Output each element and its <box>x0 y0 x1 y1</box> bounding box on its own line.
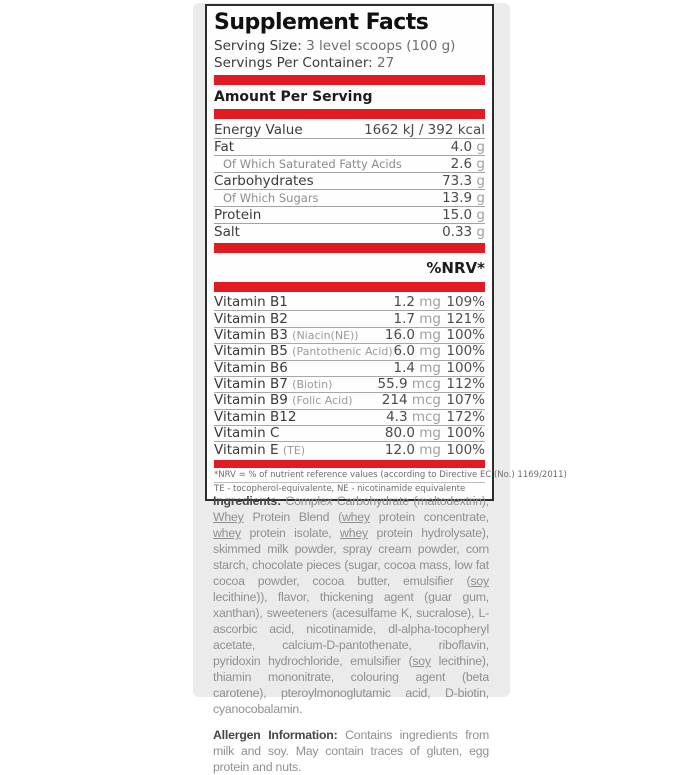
equivalents-footnote: TE - tocopherol-equivalente, NE - nicotinamide equivalente <box>214 483 466 494</box>
serving-size-label: Serving Size: <box>214 38 302 54</box>
vitamin-row-b9: Vitamin B9 (Folic Acid) 214 mcg 107% <box>214 392 485 409</box>
ingredients-label: Ingredients: <box>213 494 281 508</box>
nutrition-row-fat: Fat 4.0 g <box>214 139 485 155</box>
ingredients-paragraph <box>213 493 489 717</box>
footnotes <box>214 469 567 495</box>
vitamin-row-b7: Vitamin B7 (Biotin) 55.9 mcg 112% <box>214 376 485 393</box>
vitamin-row-b6: Vitamin B6 1.4 mg 100% <box>214 359 485 376</box>
red-divider-bar <box>214 75 485 85</box>
red-divider-bar <box>214 243 485 253</box>
supplement-facts-title: Supplement Facts <box>214 10 429 35</box>
vitamin-row-b3: Vitamin B3 (Niacin(NE)) 16.0 mg 100% <box>214 326 485 343</box>
allergen-label: Allergen Information: <box>213 728 338 742</box>
vitamin-row-c: Vitamin C 80.0 mg 100% <box>214 425 485 442</box>
vitamin-row-b2: Vitamin B2 1.7 mg 121% <box>214 310 485 327</box>
nutrition-row-sugars: Of Which Sugars 13.9 g <box>214 190 485 207</box>
servings-per-container-line <box>214 55 485 72</box>
ingredients-text: Complex Carbohydrate (maltodextrin), Whey Protein Blend (whey protein concentrate, whey protein isolate, whey protein hydrolysate), skimmed milk powder, spray cream powder, corn starch, chocolate pieces (sugar, cocoa mass, low fat cocoa powder, cocoa butter, emulsifier (soy lecithine)), flavor, thickening agent (guar gum, xanthan), sweeteners (acesulfame K, sucralose), L-ascorbic acid, nicotinamide, dl-alpha-tocopheryl acetate, calcium-D-pantothenate, riboflavin, pyridoxin hydrochloride, emulsifier (soy lecithine), thiamin mononitrate, colouring agent (beta carotene), pteroylmonoglutamic acid, D-biotin, cyanocobalamin. <box>213 494 489 716</box>
vitamin-row-b5: Vitamin B5 (Pantothenic Acid) 6.0 mg 100% <box>214 343 485 360</box>
nrv-footnote: *NRV = % of nutrient reference values (according to Directive EC (No.) 1169/2011) <box>214 470 485 483</box>
vitamin-row-b12: Vitamin B12 4.3 mcg 172% <box>214 408 485 425</box>
vitamin-row-b1: Vitamin B1 1.2 mg 109% <box>214 294 485 311</box>
nrv-column-header: %NRV* <box>426 259 485 277</box>
nutrition-row-salt: Salt 0.33 g <box>214 224 485 240</box>
allergen-paragraph <box>213 727 489 775</box>
ingredients-section <box>213 493 489 775</box>
red-divider-bar <box>214 460 485 468</box>
nutrition-row-carbohydrates: Carbohydrates 73.3 g <box>214 173 485 189</box>
amount-per-serving-heading: Amount Per Serving <box>214 89 373 105</box>
serving-size-value: 3 level scoops (100 g) <box>306 38 456 54</box>
serving-size-line <box>214 38 485 55</box>
servings-per-container-value: 27 <box>377 55 395 71</box>
nutrition-row-saturated-fat: Of Which Saturated Fatty Acids 2.6 g <box>214 156 485 173</box>
macronutrient-table <box>214 122 485 240</box>
red-divider-bar <box>214 282 485 292</box>
allergen-text: Contains ingredients from milk and soy. May contain traces of gluten, egg protein and nuts. <box>213 728 490 774</box>
vitamin-table <box>214 295 485 458</box>
red-divider-bar <box>214 109 485 119</box>
nutrition-row-protein: Protein 15.0 g <box>214 207 485 223</box>
servings-per-container-label: Servings Per Container: <box>214 55 373 71</box>
supplement-facts-box <box>205 4 567 501</box>
nutrition-row-energy: Energy Value 1662 kJ / 392 kcal <box>214 122 485 138</box>
vitamin-row-e: Vitamin E (TE) 12.0 mg 100% <box>214 441 485 458</box>
